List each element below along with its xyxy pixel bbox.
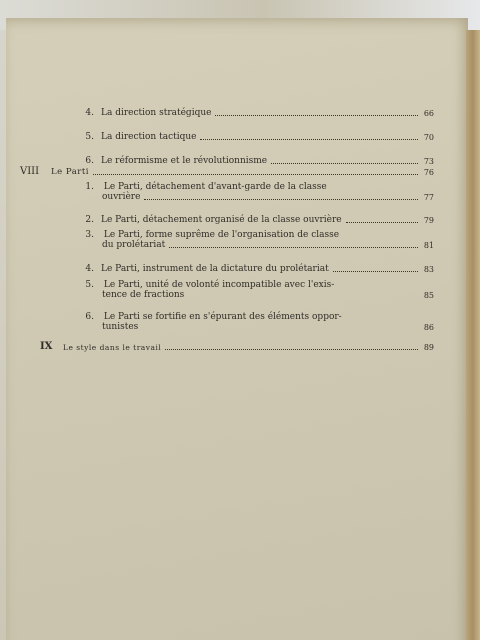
table-of-contents [6,18,468,640]
entry-page: 79 [423,216,434,225]
entry-title-line1: Le Parti, forme suprême de l'organisation de classe [103,230,340,240]
entry-page: 86 [423,323,434,332]
entry-title-line1: Le Parti, détachement d'avant-garde de la classe [103,182,327,192]
entry-page: 66 [423,109,434,118]
entry-title: Le réformisme et le révolutionnisme [101,156,268,166]
toc-entry [78,132,434,142]
entry-title: Le Parti, détachement organisé de la classe ouvrière [101,215,342,225]
toc-entry [82,312,434,332]
chapter-number: IX [40,341,53,352]
leader-dots [165,349,418,350]
toc-entry [82,230,434,250]
leader-space [142,329,418,330]
entry-title-line2: ouvrière [102,192,141,202]
chapter-page: 76 [423,168,434,177]
entry-title: Le Parti, instrument de la dictature du prolétariat [101,264,329,274]
chapter-number: VIII [20,166,40,177]
entry-number: 4. [85,264,94,274]
leader-space [188,297,418,298]
entry-number: 6. [85,312,94,322]
entry-number: 5. [85,132,94,142]
toc-entry [78,108,434,118]
chapter-title: Le style dans le travail [63,343,162,352]
entry-page: 85 [423,291,434,300]
entry-title-line1: Le Parti se fortifie en s'épurant des éléments oppor- [103,312,342,322]
entry-page: 73 [423,157,434,166]
toc-chapter [20,166,434,177]
leader-dots [93,174,418,175]
leader-dots [271,163,418,164]
entry-number: 3. [85,230,94,240]
chapter-title: Le Parti [51,167,89,177]
book-edge [466,30,480,640]
leader-dots [215,115,417,116]
toc-entry [82,264,434,274]
entry-page: 83 [423,265,434,274]
entry-number: 5. [85,280,94,290]
leader-dots [333,271,418,272]
toc-entry [82,182,434,202]
entry-number: 4. [85,108,94,118]
entry-title-line2: tunistes [102,322,139,332]
toc-entry [78,156,434,166]
leader-dots [200,139,417,140]
entry-title-line2: tence de fractions [102,290,185,300]
entry-title: La direction tactique [101,132,197,142]
chapter-page: 89 [423,343,434,352]
entry-title-line2: du prolétariat [102,240,166,250]
entry-page: 70 [423,133,434,142]
entry-page: 81 [423,241,434,250]
toc-chapter [40,341,434,352]
leader-dots [346,222,418,223]
entry-title-line1: Le Parti, unité de volonté incompatible avec l'exis- [103,280,335,290]
entry-number: 6. [85,156,94,166]
leader-dots [169,247,418,248]
toc-entry [82,215,434,225]
entry-number: 2. [85,215,94,225]
entry-number: 1. [85,182,94,192]
toc-entry [82,280,434,300]
entry-title: La direction stratégique [101,108,212,118]
leader-dots [144,199,417,200]
book-page [6,18,468,640]
entry-page: 77 [423,193,434,202]
